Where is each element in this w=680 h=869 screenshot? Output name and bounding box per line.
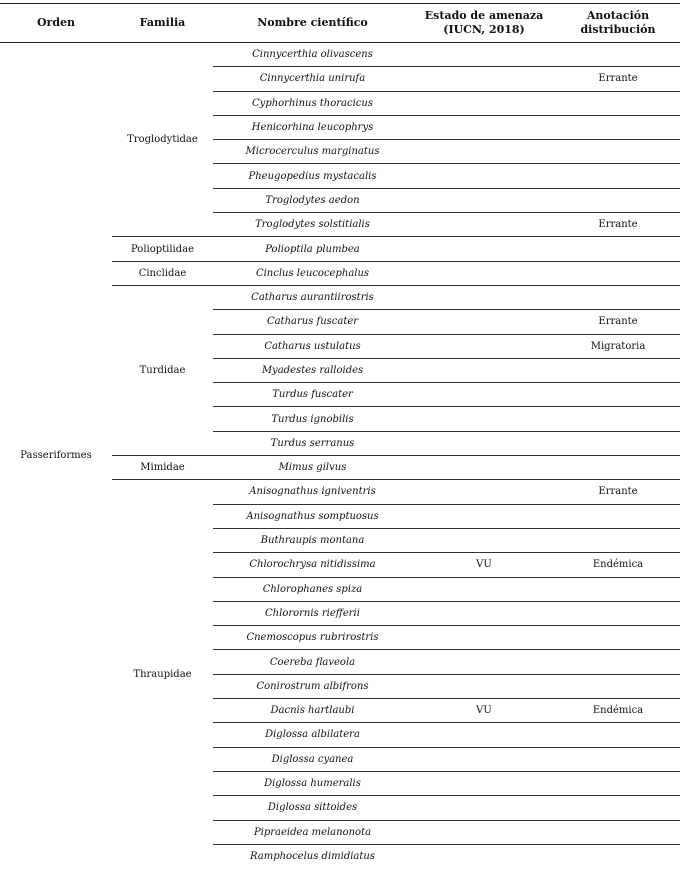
species-name-cell: Catharus fuscater bbox=[213, 310, 412, 334]
estado-cell bbox=[412, 43, 556, 67]
species-name-cell: Diglossa sittoides bbox=[213, 796, 412, 820]
species-name-cell: Catharus aurantiirostris bbox=[213, 285, 412, 309]
estado-cell bbox=[412, 67, 556, 91]
table-row bbox=[0, 43, 680, 67]
species-name-cell: Anisognathus somptuosus bbox=[213, 504, 412, 528]
species-name-cell: Dacnis hartlaubi bbox=[213, 699, 412, 723]
species-name-cell: Ramphocelus dimidiatus bbox=[250, 851, 375, 863]
species-name-cell: Mimus gilvus bbox=[213, 456, 412, 480]
anotacion-cell bbox=[556, 601, 680, 625]
estado-cell bbox=[412, 285, 556, 309]
species-name-cell: Diglossa albilatera bbox=[213, 723, 412, 747]
familia-cell: Mimidae bbox=[112, 456, 213, 480]
familia-cell: Troglodytidae bbox=[112, 43, 213, 237]
estado-cell bbox=[412, 844, 556, 868]
estado-cell bbox=[412, 820, 556, 844]
estado-cell bbox=[412, 358, 556, 382]
anotacion-cell bbox=[556, 115, 680, 139]
anotacion-cell: Errante bbox=[556, 213, 680, 237]
species-name-cell: Cnemoscopus rubrirostris bbox=[213, 626, 412, 650]
species-name-cell: Turdus fuscater bbox=[213, 383, 412, 407]
header-row bbox=[0, 4, 680, 43]
species-name-cell: Pipraeidea melanonota bbox=[213, 820, 412, 844]
species-name-cell: Conirostrum albifrons bbox=[213, 674, 412, 698]
familia-cell: Cinclidae bbox=[112, 261, 213, 285]
estado-cell: VU bbox=[412, 553, 556, 577]
species-name-cell: Cinnycerthia olivascens bbox=[213, 43, 412, 67]
estado-cell bbox=[412, 91, 556, 115]
estado-cell bbox=[412, 407, 556, 431]
species-name-cell: Cinclus leucocephalus bbox=[213, 261, 412, 285]
estado-cell bbox=[412, 577, 556, 601]
orden-cell: Passeriformes bbox=[20, 450, 92, 462]
estado-cell bbox=[412, 504, 556, 528]
species-name-cell: Turdus serranus bbox=[213, 431, 412, 455]
familia-cell: Polioptilidae bbox=[112, 237, 213, 261]
anotacion-cell: Errante bbox=[556, 480, 680, 504]
estado-cell bbox=[412, 213, 556, 237]
header-anotacion: Anotación distribución bbox=[556, 4, 680, 43]
anotacion-cell bbox=[556, 771, 680, 795]
anotacion-cell bbox=[556, 358, 680, 382]
anotacion-cell bbox=[556, 723, 680, 747]
table-body bbox=[0, 43, 680, 869]
anotacion-cell bbox=[556, 140, 680, 164]
anotacion-cell bbox=[556, 407, 680, 431]
species-name-cell: Myadestes ralloides bbox=[213, 358, 412, 382]
estado-cell bbox=[412, 237, 556, 261]
estado-cell bbox=[412, 626, 556, 650]
estado-cell bbox=[412, 650, 556, 674]
anotacion-cell bbox=[556, 456, 680, 480]
anotacion-cell: Errante bbox=[556, 310, 680, 334]
species-name-cell: Cinnycerthia unirufa bbox=[213, 67, 412, 91]
anotacion-cell bbox=[556, 383, 680, 407]
estado-cell bbox=[412, 723, 556, 747]
anotacion-cell: Endémica bbox=[556, 553, 680, 577]
species-name-cell: Chlorophanes spiza bbox=[213, 577, 412, 601]
header-estado: Estado de amenaza (IUCN, 2018) bbox=[412, 4, 556, 43]
header-familia: Familia bbox=[112, 4, 213, 43]
familia-cell: Turdidae bbox=[112, 285, 213, 455]
species-name-cell: Polioptila plumbea bbox=[213, 237, 412, 261]
anotacion-cell bbox=[556, 504, 680, 528]
estado-cell bbox=[412, 601, 556, 625]
anotacion-cell bbox=[556, 650, 680, 674]
anotacion-cell bbox=[556, 431, 680, 455]
estado-cell bbox=[412, 796, 556, 820]
anotacion-cell: Endémica bbox=[556, 699, 680, 723]
species-name-cell: Cyphorhinus thoracicus bbox=[213, 91, 412, 115]
estado-cell bbox=[412, 310, 556, 334]
header-nombre: Nombre científico bbox=[213, 4, 412, 43]
species-name-cell: Diglossa humeralis bbox=[213, 771, 412, 795]
species-name-cell: Chlorornis riefferii bbox=[213, 601, 412, 625]
anotacion-cell bbox=[556, 164, 680, 188]
estado-cell bbox=[412, 115, 556, 139]
anotacion-cell bbox=[556, 237, 680, 261]
anotacion-cell bbox=[556, 261, 680, 285]
anotacion-cell bbox=[556, 844, 680, 868]
species-name-cell: Coereba flaveola bbox=[213, 650, 412, 674]
estado-cell bbox=[412, 747, 556, 771]
species-name-cell: Diglossa cyanea bbox=[213, 747, 412, 771]
estado-cell bbox=[412, 188, 556, 212]
anotacion-cell: Errante bbox=[556, 67, 680, 91]
estado-cell: VU bbox=[412, 699, 556, 723]
estado-cell bbox=[412, 528, 556, 552]
header-orden: Orden bbox=[0, 4, 112, 43]
estado-cell bbox=[412, 431, 556, 455]
estado-cell bbox=[412, 383, 556, 407]
species-name-cell: Troglodytes aedon bbox=[213, 188, 412, 212]
species-table bbox=[0, 3, 680, 869]
species-name-cell: Pheugopedius mystacalis bbox=[213, 164, 412, 188]
anotacion-cell bbox=[556, 820, 680, 844]
species-name-cell: Henicorhina leucophrys bbox=[213, 115, 412, 139]
anotacion-cell bbox=[556, 747, 680, 771]
anotacion-cell bbox=[556, 91, 680, 115]
estado-cell bbox=[412, 140, 556, 164]
species-name-cell: Buthraupis montana bbox=[213, 528, 412, 552]
anotacion-cell bbox=[556, 188, 680, 212]
anotacion-cell bbox=[556, 43, 680, 67]
species-name-cell: Microcerculus marginatus bbox=[213, 140, 412, 164]
anotacion-cell bbox=[556, 528, 680, 552]
estado-cell bbox=[412, 480, 556, 504]
estado-cell bbox=[412, 334, 556, 358]
estado-cell bbox=[412, 771, 556, 795]
species-name-cell: Catharus ustulatus bbox=[213, 334, 412, 358]
anotacion-cell bbox=[556, 285, 680, 309]
anotacion-cell bbox=[556, 674, 680, 698]
familia-cell: Thraupidae bbox=[133, 668, 192, 680]
species-name-cell: Turdus ignobilis bbox=[213, 407, 412, 431]
anotacion-cell bbox=[556, 796, 680, 820]
anotacion-cell bbox=[556, 577, 680, 601]
species-name-cell: Chlorochrysa nitidissima bbox=[213, 553, 412, 577]
species-name-cell: Troglodytes solstitialis bbox=[213, 213, 412, 237]
estado-cell bbox=[412, 674, 556, 698]
species-name-cell: Anisognathus igniventris bbox=[213, 480, 412, 504]
estado-cell bbox=[412, 164, 556, 188]
estado-cell bbox=[412, 456, 556, 480]
estado-cell bbox=[412, 261, 556, 285]
anotacion-cell: Migratoria bbox=[556, 334, 680, 358]
anotacion-cell bbox=[556, 626, 680, 650]
